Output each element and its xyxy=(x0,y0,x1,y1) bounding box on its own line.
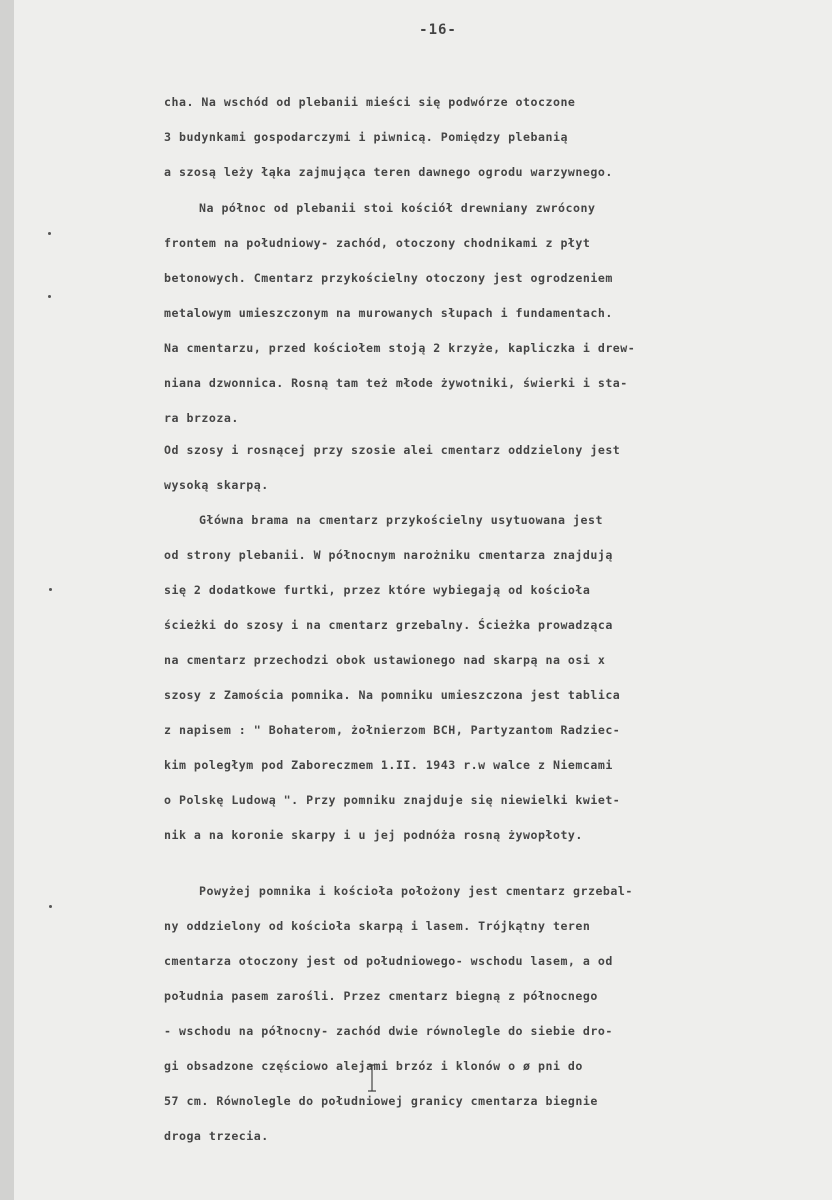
margin-dot xyxy=(48,295,51,298)
text-line: 3 budynkami gospodarczymi i piwnicą. Pomiędzy plebanią xyxy=(164,130,568,144)
text-line: południa pasem zarośli. Przez cmentarz biegną z północnego xyxy=(164,989,598,1003)
text-line: ny oddzielony od kościoła skarpą i lasem. Trójkątny teren xyxy=(164,919,591,933)
margin-dot xyxy=(49,905,52,908)
text-line: - wschodu na północny- zachód dwie równolegle do siebie dro- xyxy=(164,1024,613,1038)
margin-dot xyxy=(48,232,51,235)
text-line: o Polskę Ludową ". Przy pomniku znajduje się niewielki kwiet- xyxy=(164,793,621,807)
text-line: betonowych. Cmentarz przykościelny otoczony jest ogrodzeniem xyxy=(164,271,613,285)
text-line: Od szosy i rosnącej przy szosie alei cmentarz oddzielony jest xyxy=(164,443,621,457)
text-line: się 2 dodatkowe furtki, przez które wybiegają od kościoła xyxy=(164,583,591,597)
text-line: a szosą leży łąka zajmująca teren dawnego ogrodu warzywnego. xyxy=(164,165,613,179)
text-line: droga trzecia. xyxy=(164,1129,269,1143)
text-line: ra brzoza. xyxy=(164,411,239,425)
text-line: cmentarza otoczony jest od południowego- wschodu lasem, a od xyxy=(164,954,613,968)
text-line: 57 cm. Równolegle do południowej granicy cmentarza biegnie xyxy=(164,1094,598,1108)
text-line: Główna brama na cmentarz przykościelny usytuowana jest xyxy=(199,513,603,527)
text-cursor-icon xyxy=(367,1064,377,1094)
page-binding-edge xyxy=(0,0,14,1200)
text-line: gi obsadzone częściowo alejami brzóz i klonów o ø pni do xyxy=(164,1059,583,1073)
text-line: szosy z Zamościa pomnika. Na pomniku umieszczona jest tablica xyxy=(164,688,621,702)
text-line: cha. Na wschód od plebanii mieści się podwórze otoczone xyxy=(164,95,576,109)
text-line: Na cmentarzu, przed kościołem stoją 2 krzyże, kapliczka i drew- xyxy=(164,341,636,355)
margin-dot xyxy=(49,588,52,591)
text-line: Powyżej pomnika i kościoła położony jest cmentarz grzebal- xyxy=(199,884,633,898)
text-line: kim poległym pod Zaboreczmem 1.II. 1943 r.w walce z Niemcami xyxy=(164,758,613,772)
page-number: -16- xyxy=(419,22,457,38)
text-line: z napisem : " Bohaterom, żołnierzom BCH, Partyzantom Radziec- xyxy=(164,723,621,737)
text-line: ścieżki do szosy i na cmentarz grzebalny. Ścieżka prowadząca xyxy=(164,618,613,632)
text-line: metalowym umieszczonym na murowanych słupach i fundamentach. xyxy=(164,306,613,320)
text-line: wysoką skarpą. xyxy=(164,478,269,492)
text-line: od strony plebanii. W północnym narożniku cmentarza znajdują xyxy=(164,548,613,562)
text-line: na cmentarz przechodzi obok ustawionego nad skarpą na osi x xyxy=(164,653,606,667)
text-line: frontem na południowy- zachód, otoczony chodnikami z płyt xyxy=(164,236,591,250)
text-line: niana dzwonnica. Rosną tam też młode żywotniki, świerki i sta- xyxy=(164,376,628,390)
text-line: Na północ od plebanii stoi kościół drewniany zwrócony xyxy=(199,201,596,215)
text-line: nik a na koronie skarpy i u jej podnóża rosną żywopłoty. xyxy=(164,828,583,842)
